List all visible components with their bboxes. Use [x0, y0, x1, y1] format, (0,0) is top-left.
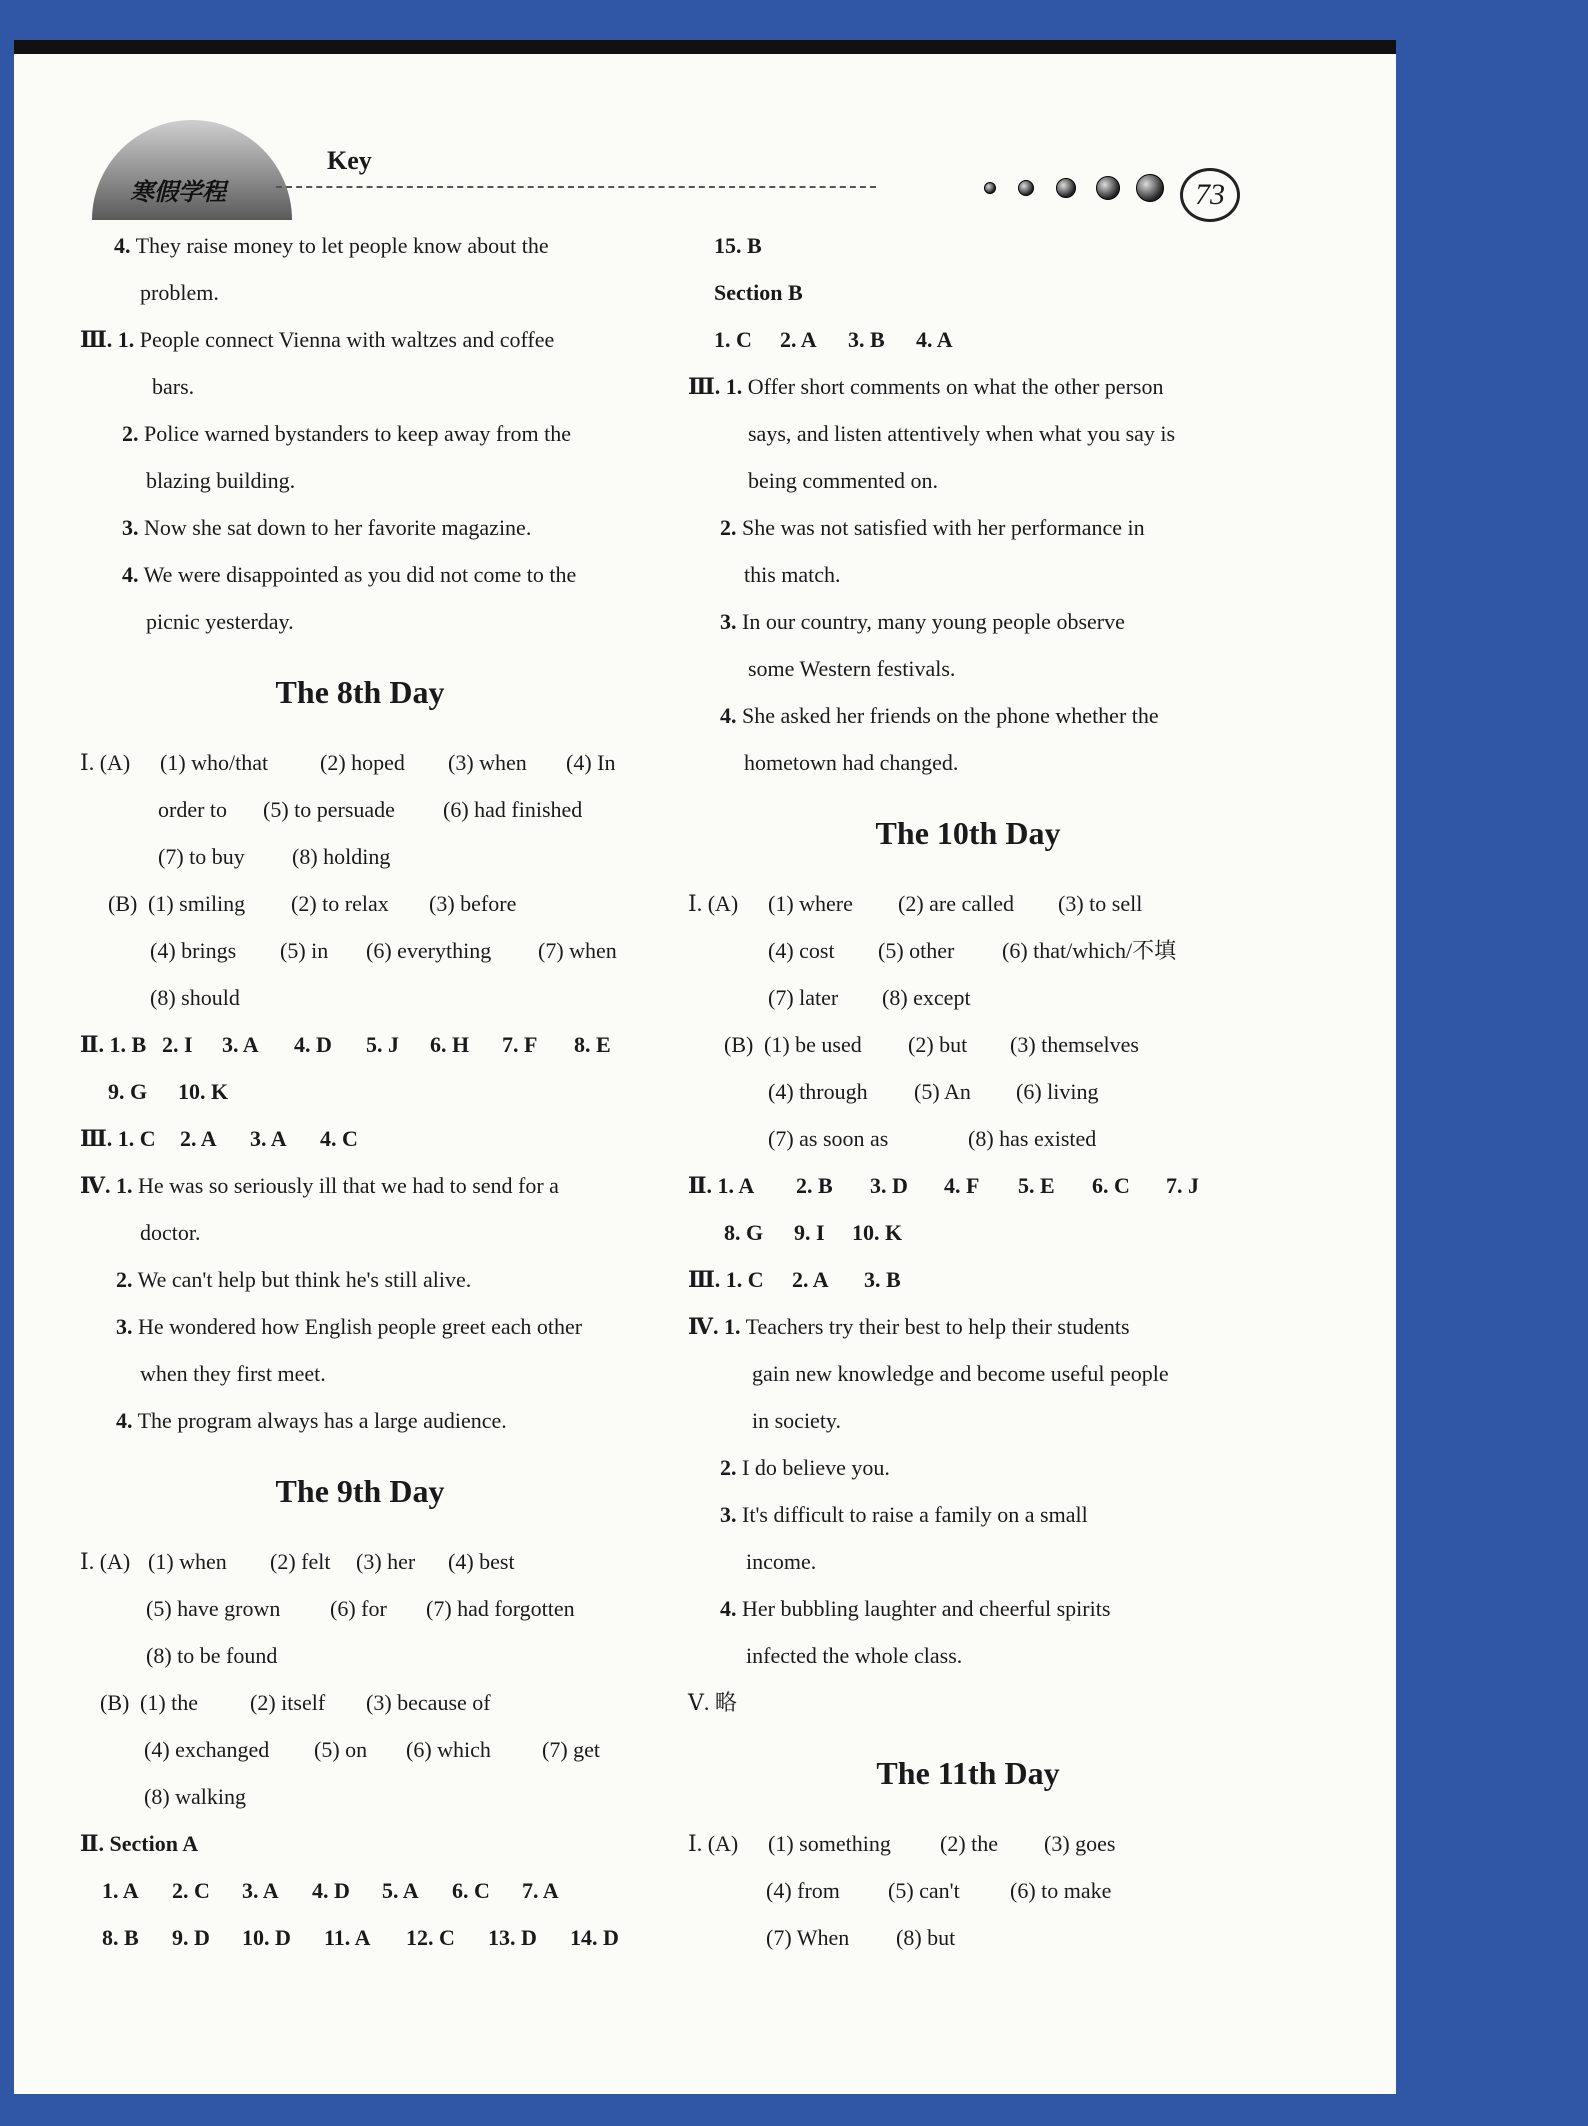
- day8-i-b-line3: (8) should: [150, 985, 240, 1010]
- day10-i-a-line3: (7) later (8) except: [768, 985, 971, 1010]
- item-number: 4.: [116, 1408, 133, 1433]
- day10-iii-line: Ⅲ. 1. C 2. A 3. B: [688, 1267, 901, 1292]
- section-title-day11: The 11th Day: [876, 1755, 1060, 1791]
- header-calligraphy: 寒假学程: [130, 180, 226, 206]
- answer-text: being commented on.: [748, 468, 939, 493]
- answer-text: It's difficult to raise a family on a small: [742, 1502, 1088, 1527]
- item-number: Ⅳ. 1.: [688, 1314, 741, 1339]
- answer-text: bars.: [152, 374, 195, 399]
- answer-text: picnic yesterday.: [146, 609, 294, 634]
- answer-text: doctor.: [140, 1220, 201, 1245]
- answer-text: says, and listen attentively when what you say is: [748, 421, 1176, 446]
- day8-i-b-line1: (B) (1) smiling (2) to relax (3) before: [108, 891, 517, 916]
- answer-text: Teachers try their best to help their students: [745, 1314, 1130, 1339]
- item-number: 2.: [122, 421, 139, 446]
- item-number: 3.: [122, 515, 139, 540]
- day10-v-line: Ⅴ. 略: [688, 1690, 737, 1715]
- page-number: 73: [1180, 168, 1240, 222]
- header-divider: [276, 186, 876, 188]
- item-number: 2.: [720, 1455, 737, 1480]
- day9-i-b-line1: (B) (1) the (2) itself (3) because of: [100, 1690, 491, 1715]
- day9-i-a-line3: (8) to be found: [146, 1643, 278, 1668]
- day9-ii-heading: Ⅱ. Section A: [80, 1831, 199, 1856]
- day9-i-b-line3: (8) walking: [144, 1784, 247, 1809]
- answer-text: Now she sat down to her favorite magazine.: [144, 515, 532, 540]
- left-column: [80, 222, 640, 1961]
- answer-text: The program always has a large audience.: [137, 1408, 507, 1433]
- answer-text: He was so seriously ill that we had to send for a: [137, 1173, 559, 1198]
- day10-i-b-line1: (B) (1) be used (2) but (3) themselves: [724, 1032, 1139, 1057]
- dot-icon: [984, 182, 996, 194]
- day8-i-a-line2: order to (5) to persuade (6) had finished: [158, 797, 583, 822]
- day8-ii-line2: 9. G 10. K: [108, 1079, 229, 1104]
- answer-15: 15. B: [714, 233, 762, 258]
- answer-text: income.: [746, 1549, 817, 1574]
- item-number: 4.: [720, 1596, 737, 1621]
- answer-text: People connect Vienna with waltzes and coffee: [139, 327, 555, 352]
- answer-text: blazing building.: [146, 468, 296, 493]
- answer-text: Police warned bystanders to keep away from the: [144, 421, 572, 446]
- day9-ii-line1: 1. A 2. C 3. A 4. D 5. A 6. C 7. A: [102, 1878, 559, 1903]
- day10-i-b-line2: (4) through (5) An (6) living: [768, 1079, 1099, 1104]
- answer-text: some Western festivals.: [748, 656, 956, 681]
- answer-text: Offer short comments on what the other person: [747, 374, 1164, 399]
- day9-i-a-line2: (5) have grown (6) for (7) had forgotten: [146, 1596, 575, 1621]
- day11-i-a-line1: Ⅰ. (A) (1) something (2) the (3) goes: [688, 1831, 1116, 1856]
- top-edge-bar: [14, 40, 1396, 54]
- dot-icon: [1018, 180, 1034, 196]
- item-number: 2.: [116, 1267, 133, 1292]
- day11-i-a-line3: (7) When (8) but: [766, 1925, 956, 1950]
- header-label: Key: [327, 146, 372, 175]
- section-title-day9: The 9th Day: [275, 1473, 445, 1509]
- item-number: 3.: [720, 1502, 737, 1527]
- day10-i-a-line1: Ⅰ. (A) (1) where (2) are called (3) to sell: [688, 891, 1143, 916]
- answer-text: when they first meet.: [140, 1361, 326, 1386]
- dot-icon: [1136, 174, 1164, 202]
- item-number: 4.: [122, 562, 139, 587]
- answer-text: In our country, many young people observe: [742, 609, 1125, 634]
- section-title-day8: The 8th Day: [275, 674, 445, 710]
- item-number: 3.: [116, 1314, 133, 1339]
- item-number: 2.: [720, 515, 737, 540]
- day9-i-b-line2: (4) exchanged (5) on (6) which (7) get: [144, 1737, 601, 1762]
- answer-text: problem.: [140, 280, 219, 305]
- day8-iii-line: Ⅲ. 1. C 2. A 3. A 4. C: [80, 1126, 358, 1151]
- day11-i-a-line2: (4) from (5) can't (6) to make: [766, 1878, 1112, 1903]
- day10-ii-line2: 8. G 9. I 10. K: [724, 1220, 903, 1245]
- day8-i-a-line1: Ⅰ. (A) (1) who/that (2) hoped (3) when (4) In: [80, 750, 616, 775]
- day10-i-a-line2: (4) cost (5) other (6) that/which/不填: [768, 938, 1177, 963]
- item-number: Ⅳ. 1.: [80, 1173, 133, 1198]
- answer-text: We were disappointed as you did not come to the: [143, 562, 577, 587]
- answer-text: We can't help but think he's still alive.: [137, 1267, 472, 1292]
- answer-text: They raise money to let people know about the: [135, 233, 549, 258]
- day9-ii-line2: 8. B 9. D 10. D 11. A 12. C 13. D 14. D: [102, 1925, 619, 1950]
- day8-i-a-line3: (7) to buy (8) holding: [158, 844, 391, 869]
- section-title-day10: The 10th Day: [875, 815, 1061, 851]
- answer-text: I do believe you.: [742, 1455, 890, 1480]
- answer-text: He wondered how English people greet each other: [138, 1314, 583, 1339]
- section-b-answers: 1. C 2. A 3. B 4. A: [714, 327, 953, 352]
- item-number: 4.: [720, 703, 737, 728]
- dot-icon: [1056, 178, 1076, 198]
- item-number: Ⅲ. 1.: [688, 374, 743, 399]
- item-number: Ⅲ. 1.: [80, 327, 135, 352]
- section-b-heading: Section B: [714, 280, 803, 305]
- answer-text: Her bubbling laughter and cheerful spirits: [742, 1596, 1111, 1621]
- day10-i-b-line3: (7) as soon as (8) has existed: [768, 1126, 1097, 1151]
- item-number: 4.: [114, 233, 131, 258]
- answer-text: in society.: [752, 1408, 841, 1433]
- answer-text: infected the whole class.: [746, 1643, 963, 1668]
- dot-icon: [1096, 176, 1120, 200]
- day10-ii-line1: Ⅱ. 1. A 2. B 3. D 4. F 5. E 6. C 7. J: [688, 1173, 1199, 1198]
- answer-text: She asked her friends on the phone whether the: [742, 703, 1159, 728]
- answer-text: She was not satisfied with her performance in: [742, 515, 1145, 540]
- day9-i-a-line1: Ⅰ. (A) (1) when (2) felt (3) her (4) best: [80, 1549, 515, 1574]
- day8-ii-line1: Ⅱ. 1. B 2. I 3. A 4. D 5. J 6. H 7. F 8. E: [80, 1032, 611, 1057]
- day8-i-b-line2: (4) brings (5) in (6) everything (7) when: [150, 938, 617, 963]
- item-number: 3.: [720, 609, 737, 634]
- right-column: [688, 222, 1248, 1961]
- answer-text: this match.: [744, 562, 841, 587]
- answer-text: gain new knowledge and become useful people: [752, 1361, 1169, 1386]
- answer-text: hometown had changed.: [744, 750, 959, 775]
